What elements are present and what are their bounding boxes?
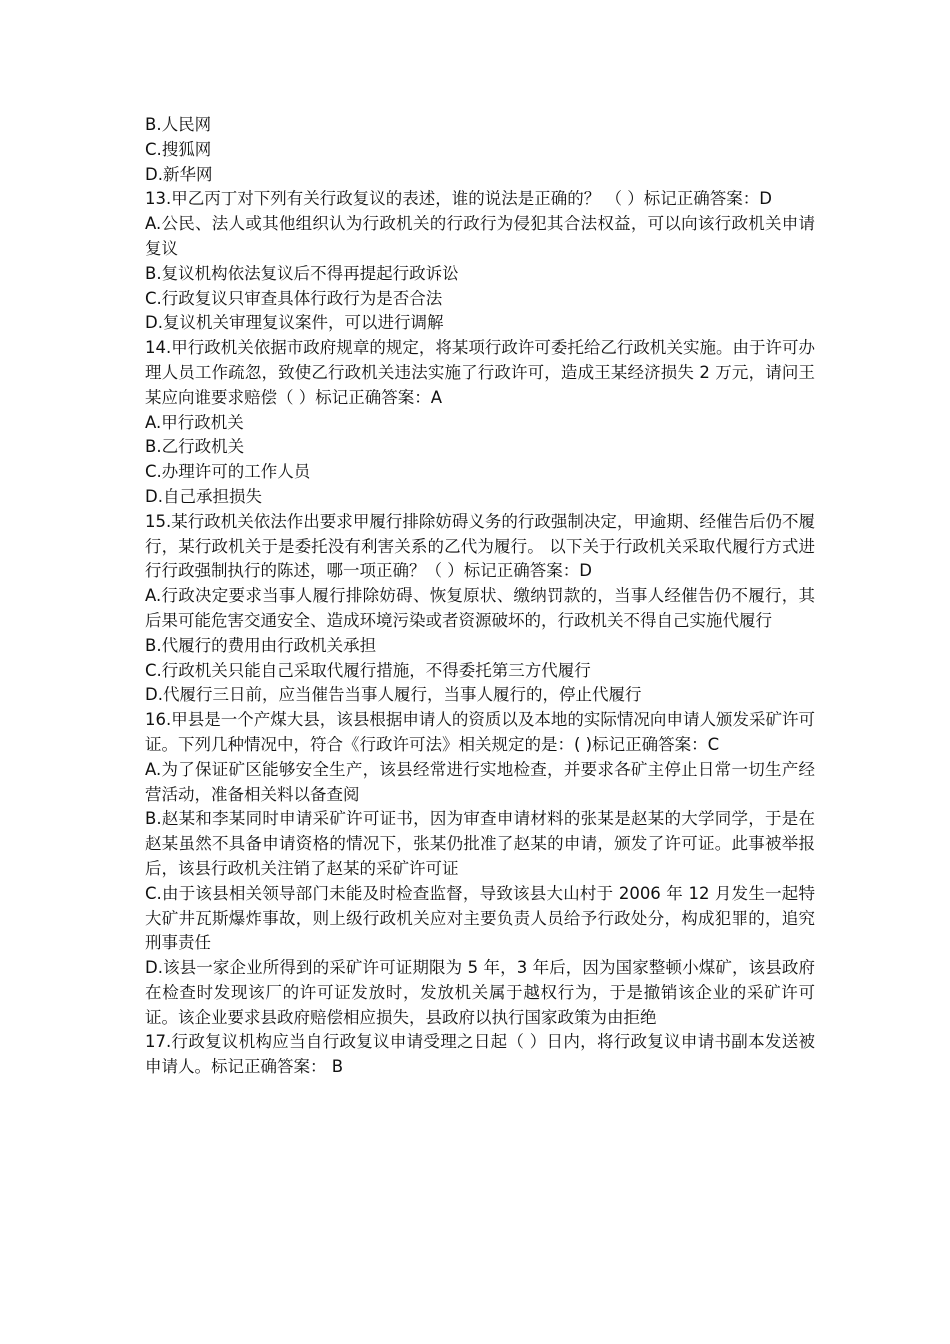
q16-option-c: C.由于该县相关领导部门未能及时检查监督，导致该县大山村于 2006 年 12 月发生一起特大矿井瓦斯爆炸事故，则上级行政机关应对主要负责人员给予行政处分，构成犯罪的，追究刑事责任 (145, 883, 815, 953)
q14-option-a: A.甲行政机关 (145, 412, 244, 432)
option-b-renmin: B.人民网 (145, 115, 212, 134)
q15-option-d: D.代履行三日前，应当催告当事人履行，当事人履行的，停止代履行 (145, 685, 642, 705)
document-body (145, 113, 815, 1080)
q15-option-a: A.行政决定要求当事人履行排除妨碍、恢复原状、缴纳罚款的，当事人经催告仍不履行，其后果可能危害交通安全、造成环境污染或者资源破坏的，行政机关不得自己实施代履行 (145, 586, 815, 630)
q16-option-a: A.为了保证矿区能够安全生产，该县经常进行实地检查，并要求各矿主停止日常一切生产经营活动，准备相关料以备查阅 (145, 759, 815, 804)
option-d-xinhua: D.新华网 (145, 164, 213, 184)
q15-option-c: C.行政机关只能自己采取代履行措施，不得委托第三方代履行 (145, 660, 591, 680)
q15-option-b: B.代履行的费用由行政机关承担 (145, 635, 377, 655)
q16-option-b: B.赵某和李某同时申请采矿许可证书，因为审查申请材料的张某是赵某的大学同学，于是在赵某虽然不具备申请资格的情况下，张某仍批准了赵某的申请，颁发了许可证。此事被举报后，该县行政机关注销了赵某的采矿许可证 (145, 809, 815, 878)
q14-option-c: C.办理许可的工作人员 (145, 462, 311, 482)
question-14: 14.甲行政机关依据市政府规章的规定，将某项行政许可委托给乙行政机关实施。由于许可办理人员工作疏忽，致使乙行政机关违法实施了行政许可，造成王某经济损失 2 万元，请问王某应向谁要求赔偿（ ）标记正确答案：A (145, 338, 815, 407)
question-13: 13.甲乙丙丁对下列有关行政复议的表述，谁的说法是正确的？ （ ）标记正确答案：D (145, 189, 772, 209)
q13-option-a: A.公民、法人或其他组织认为行政机关的行政行为侵犯其合法权益，可以向该行政机关申请复议 (145, 214, 815, 258)
q14-option-d: D.自己承担损失 (145, 486, 262, 506)
question-17: 17.行政复议机构应当自行政复议申请受理之日起（ ）日内，将行政复议申请书副本发送被申请人。标记正确答案： B (145, 1032, 815, 1077)
q14-option-b: B.乙行政机关 (145, 437, 245, 457)
option-c-sohu: C.搜狐网 (145, 139, 212, 159)
q13-option-d: D.复议机关审理复议案件，可以进行调解 (145, 313, 444, 333)
question-15: 15.某行政机关依法作出要求甲履行排除妨碍义务的行政强制决定，甲逾期、经催告后仍不履行，某行政机关于是委托没有利害关系的乙代为履行。 以下关于行政机关采取代履行方式进行行政强制执行的陈述，哪一项正确？（ ）标记正确答案：D (145, 511, 815, 581)
q13-option-c: C.行政复议只审查具体行政行为是否合法 (145, 288, 443, 308)
question-16: 16.甲县是一个产煤大县，该县根据申请人的资质以及本地的实际情况向申请人颁发采矿许可证。下列几种情况中，符合《行政许可法》相关规定的是：( )标记正确答案：C (145, 710, 815, 754)
q16-option-d: D.该县一家企业所得到的采矿许可证期限为 5 年，3 年后，因为国家整顿小煤矿，该县政府在检查时发现该厂的许可证发放时，发放机关属于越权行为，于是撤销该企业的采矿许可证。该企业要求县政府赔偿相应损失，县政府以执行国家政策为由拒绝 (145, 958, 815, 1027)
q13-option-b: B.复议机构依法复议后不得再提起行政诉讼 (145, 263, 459, 283)
